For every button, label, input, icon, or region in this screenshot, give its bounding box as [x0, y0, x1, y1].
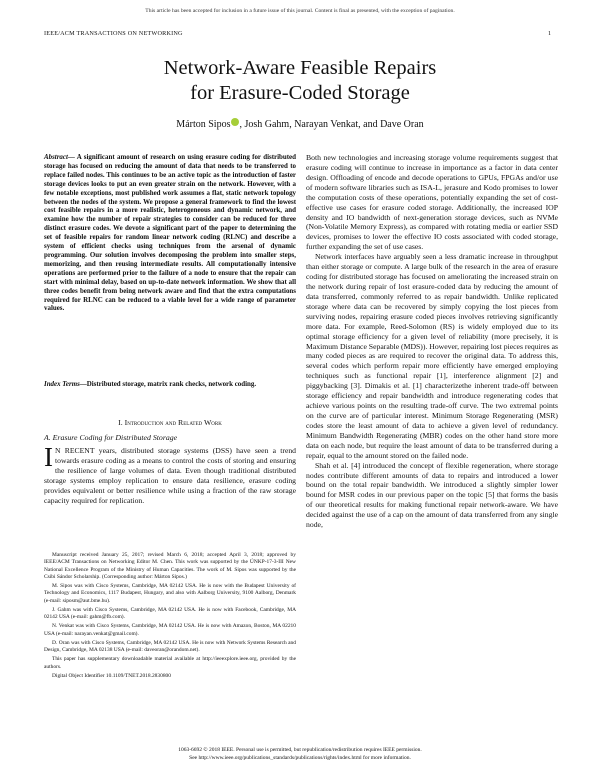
footnote-supplementary: This paper has supplementary downloadable material available at http://ieeexplore.ieee.org, provided by the authors. — [44, 656, 296, 670]
title-line-2: for Erasure-Coded Storage — [190, 82, 410, 104]
abstract-text: — A significant amount of research on using erasure coding for distributed storage has focused on reducing the amount of data that needs to be transferred to replace failed nodes. This continues to be an active topic as the introduction of faster storage devices looks to put an even greater strain on the network. However, with a few notable exceptions, most published work assumes a flat, static network topology between the nodes of the system. We propose a general framework to find the lowest cost feasible repairs in a more realistic, heterogeneous and dynamic network, and examine how the number of repair strategies to consider can be reduced for three distinct erasure codes. We devote a significant part of the paper to determining the set of feasible repairs for random linear network coding (RLNC) and describe a system of efficient checks using techniques from the arsenal of dynamic programming. Our solution involves decomposing the problem into smaller steps, memorizing, and then reusing intermediate results. All computationally intensive operations are performed prior to the failure of a node to ensure that the repair can start with minimal delay, based on up-to-date network information. We show that all three codes benefit from being network aware and find that the extra computations required for RLNC can be reduced to a viable level for a wide range of parameter values. — [44, 153, 296, 313]
footnote-sipos: M. Sipos was with Cisco Systems, Cambridge, MA 02142 USA. He is now with the Budapest University of Technology and Economics, 1117 Budapest, Hungary, and also with Aalborg University, 9100 Aalborg, Denmark (e-mail: siposm@aut.bme.hu). — [44, 583, 296, 604]
other-authors: , Josh Gahm, Narayan Venkat, and Dave Oran — [239, 119, 424, 130]
body-paragraph: Network interfaces have arguably seen a less dramatic increase in throughput than either storage or compute. A large bulk of the research in the area of erasure coding for distributed storage has focused on ameliorating the increased strain on the network during repair of lost erasure-coded data by reducing the amount of data transferred, commonly referred to as repair bandwidth. Unlike replicated storage where data can be recovered by simply copying the lost pieces from surviving nodes, repairing erasure coded pieces involves retrieving significantly more data. For example, Reed-Solomon (RS) is widely employed due to its optimal storage efficiency for a given level of reliability (more precisely, it is Maximum Distance Separable (MDS)). However, repairing lost pieces requires as many coded pieces as are required to recover the original data. To address this, several codes which perform repair more efficiently have emerged employing techniques such as functional repair [1], interference alignment [2] and piggybacking [3]. Dimakis et al. [1] characterizethe inherent trade-off between storage efficiency and repair bandwidth and introduce regenerating codes that achieve various points on the resulting trade-off curve. The two extremal points on the curve are of particular interest. Minimum Storage Regenerating (MSR) codes store the least amount of data to achieve a given level of redundancy. Minimum Bandwidth Regenerating (MBR) codes on the other hand store more data on each node, but require the least amount of data to be transferred during a repair, equal to the amount stored on the failed node. — [306, 252, 558, 460]
footnote-oran: D. Oran was with Cisco Systems, Cambridge, MA 02142 USA. He is now with Network Systems Research and Design, Cambridge, MA 02138 USA (e-mail: daveoran@orandom.net). — [44, 639, 296, 653]
drop-cap: I — [44, 442, 53, 472]
body-paragraph: Both new technologies and increasing storage volume requirements suggest that erasure coding will continue to increase in importance as a factor in data center design. Offloading of encode and decode operations to GPUs, FPGAs and/or use of modern software libraries such as ISA-L, jerasure and Kodo promises to lower the computation costs of these operations, potentially expanding the set of cost-effective use cases for erasure coded storage. Additionally, the increased IOP density and IO bandwidth of next-generation storage devices, such as NVMe (Non-Volatile Memory Express), as compared with rotating media or earlier SSD devices, promises to lower the effective IO costs associated with coded storage, further expanding the set of use cases. — [306, 153, 558, 252]
section-heading: I. Introduction and Related Work — [118, 418, 222, 427]
title-line-1: Network-Aware Feasible Repairs — [163, 57, 437, 79]
copyright-line-1: 1063-6692 © 2018 IEEE. Personal use is permitted, but republication/redistribution requires IEEE permission. — [178, 747, 422, 753]
footnote-gahm: J. Gahm was with Cisco Systems, Cambridge, MA 02142 USA. He is now with Facebook, Cambridge, MA 02142 USA (e-mail: gahm@fb.com). — [44, 606, 296, 620]
index-terms-text: —Distributed storage, matrix rank checks, network coding. — [79, 380, 257, 388]
index-terms — [44, 380, 296, 389]
subsection-heading: A. Erasure Coding for Distributed Storage — [44, 433, 178, 442]
running-head: IEEE/ACM TRANSACTIONS ON NETWORKING — [44, 30, 183, 37]
copyright-line-2: See http://www.ieee.org/publications_standards/publications/rights/index.html for more information. — [189, 754, 411, 761]
footnote-venkat: N. Venkat was with Cisco Systems, Cambridge, MA 02142 USA. He is now with Amazon, Boston, MA 02210 USA (e-mail: narayan.venkat@gmail.com). — [44, 623, 296, 637]
copyright-footer — [0, 747, 600, 762]
abstract-lead: Abstract — [44, 153, 68, 161]
footnote-doi: Digital Object Identifier 10.1109/TNET.2018.2830800 — [52, 672, 171, 679]
intro-text: years, distributed storage systems (DSS) have seen a trend towards erasure coding as a means to control the costs of storing and ensuring the resilience of large volumes of data. Even though traditional distributed storage systems employ replication to ensure data resilience, erasure coding provides equivalent or better resilience while using a fraction of the raw storage capacity required for replication. — [44, 446, 296, 505]
paper-title — [0, 56, 600, 106]
index-terms-lead: Index Terms — [44, 380, 80, 388]
abstract — [44, 153, 296, 313]
intro-small-caps: N RECENT — [55, 446, 95, 455]
footnotes — [44, 552, 296, 682]
right-column-body — [306, 153, 558, 530]
footnote-manuscript: Manuscript received January 25, 2017; revised March 6, 2018; accepted April 3, 2018; approved by IEEE/ACM Transactions on Networking Editor M. Chen. This work was supported by the ÚNKP-17-3-III New National Excellence Program of the Ministry of Human Capacities. The work of M. Sipos was supported by the Csibi Sándor Scholarship. (Corresponding author: Márton Sipos.) — [44, 552, 296, 580]
author-list — [0, 118, 600, 130]
first-author: Márton Sipos — [176, 119, 231, 130]
intro-paragraph — [44, 442, 296, 506]
body-paragraph: Shah et al. [4] introduced the concept of flexible regeneration, where storage nodes contribute different amounts of data to repairs and introduced a lower bound on the total repair bandwidth. We introduced a slightly simpler lower bound for MSR codes in our previous paper on the topic [5] that forms the basis of our theoretical results for making functional repair network-aware. We have decided against the use of a cap on the amount of data transferred from any single node, — [306, 460, 558, 530]
acceptance-banner: This article has been accepted for inclusion in a future issue of this journal. Content is final as presented, with the exception of pagination. — [145, 8, 455, 14]
page-number: 1 — [548, 30, 552, 37]
